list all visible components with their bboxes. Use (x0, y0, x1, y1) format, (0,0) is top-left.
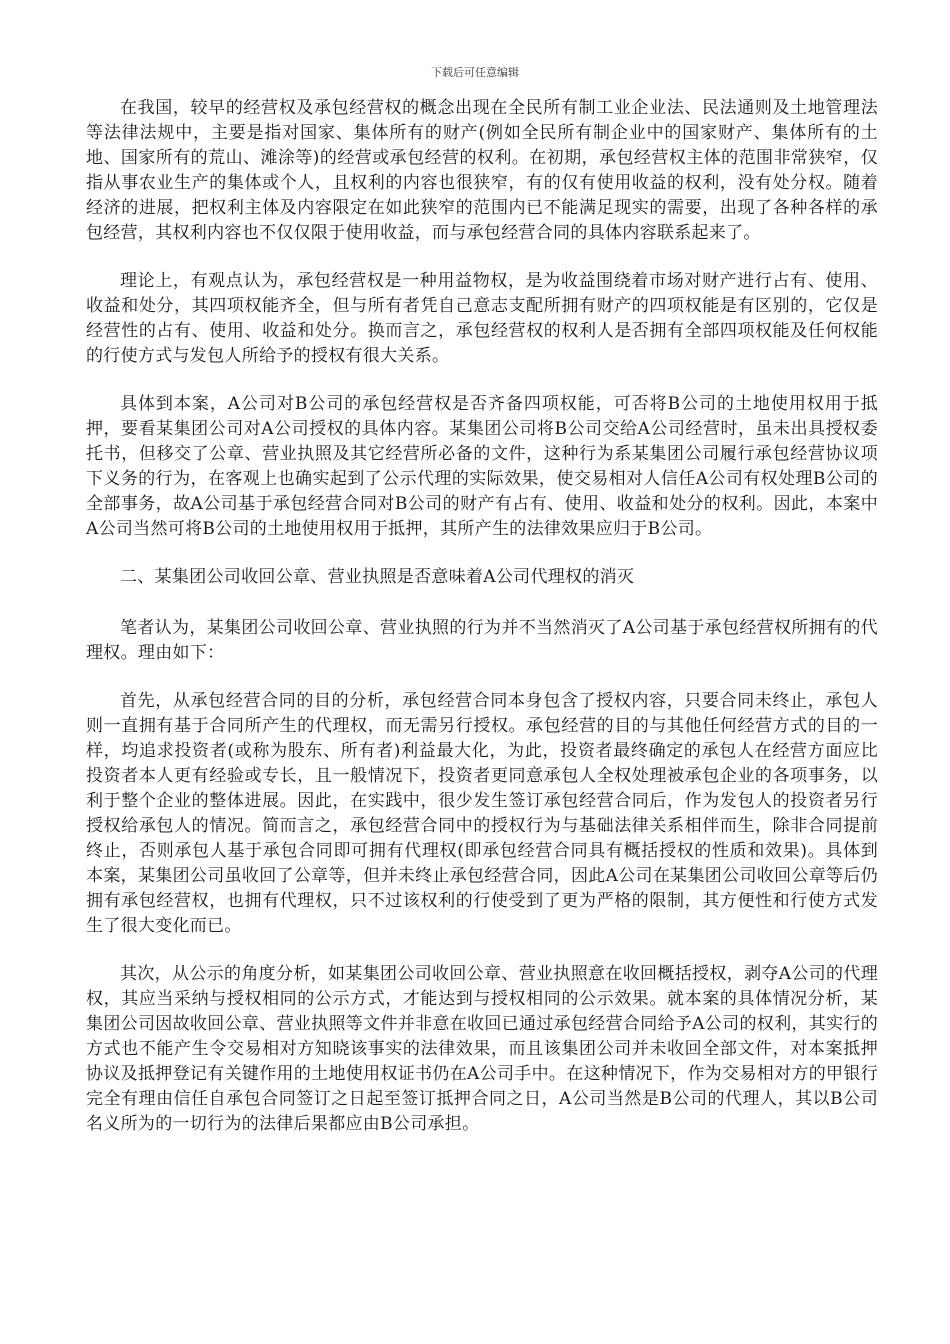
paragraph-case-application: 具体到本案，A公司对B公司的承包经营权是否齐备四项权能，可否将B公司的土地使用权用于抵押，要看某集团公司对A公司授权的具体内容。某集团公司将B公司交给A公司经营时，虽未出具授权委托书，但移交了公章、营业执照及其它经营所必备的文件，这种行为系某集团公司履行承包经营协议项下义务的行为，在客观上也确实起到了公示代理的实际效果，使交易相对人信任A公司有权处理B公司的全部事务，故A公司基于承包经营合同对B公司的财产有占有、使用、收益和处分的权利。因此，本案中A公司当然可将B公司的土地使用权用于抵押，其所产生的法律效果应归于B公司。 (86, 394, 878, 539)
paragraph-concept-history: 在我国，较早的经营权及承包经营权的概念出现在全民所有制工业企业法、民法通则及土地管理法等法律法规中，主要是指对国家、集体所有的财产(例如全民所有制企业中的国家财产、集体所有的土地、国家所有的荒山、滩涂等)的经营或承包经营的权利。在初期，承包经营权主体的范围非常狭窄，仅指从事农业生产的集体或个人，且权利的内容也很狭窄，有的仅有使用收益的权利，没有处分权。随着经济的进展，把权利主体及内容限定在如此狭窄的范围内已不能满足现实的需要，出现了各种各样的承包经营，其权利内容也不仅仅限于使用收益，而与承包经营合同的具体内容联系起来了。 (86, 98, 878, 243)
paragraph-theory: 理论上，有观点认为，承包经营权是一种用益物权，是为收益围绕着市场对财产进行占有、使用、收益和处分，其四项权能齐全，但与所有者凭自己意志支配所拥有财产的四项权能是有区别的，它仅是经营性的占有、使用、收益和处分。换而言之，承包经营权的权利人是否拥有全部四项权能及任何权能的行使方式与发包人所给予的授权有很大关系。 (86, 271, 878, 366)
section-heading-two: 二、某集团公司收回公章、营业执照是否意味着A公司代理权的消灭 (120, 567, 635, 587)
paragraph-second-reason: 其次，从公示的角度分析，如某集团公司收回公章、营业执照意在收回概括授权，剥夺A公司的代理权，其应当采纳与授权相同的公示方式，才能达到与授权相同的公示效果。就本案的具体情况分析，某集团公司因故收回公章、营业执照等文件并非意在收回已通过承包经营合同给予A公司的权利，其实行的方式也不能产生令交易相对方知晓该事实的法律效果，而且该集团公司并未收回全部文件，对本案抵押协议及抵押登记有关键作用的土地使用权证书仍在A公司手中。在这种情况下，作为交易相对方的甲银行完全有理由信任自承包合同签订之日起至签订抵押合同之日，A公司当然是B公司的代理人，其以B公司名义所为的一切行为的法律后果都应由B公司承担。 (86, 964, 878, 1134)
document-body (86, 96, 878, 1160)
page-header-note: 下载后可任意编辑 (431, 66, 519, 79)
paragraph-first-reason: 首先，从承包经营合同的目的分析，承包经营合同本身包含了授权内容，只要合同未终止，承包人则一直拥有基于合同所产生的代理权，而无需另行授权。承包经营的目的与其他任何经营方式的目的一样，均追求投资者(或称为股东、所有者)利益最大化，为此，投资者最终确定的承包人在经营方面应比投资者本人更有经验或专长，且一般情况下，投资者更同意承包人全权处理被承包企业的各项事务，以利于整个企业的整体进展。因此，在实践中，很少发生签订承包经营合同后，作为发包人的投资者另行授权给承包人的情况。简而言之，承包经营合同中的授权行为与基础法律关系相伴而生，除非合同提前终止，否则承包人基于承包合同即可拥有代理权(即承包经营合同具有概括授权的性质和效果)。具体到本案，某集团公司虽收回了公章等，但并未终止承包经营合同，因此A公司在某集团公司收回公章等后仍拥有承包经营权，也拥有代理权，只不过该权利的行使受到了更为严格的限制，其方便性和行使方式发生了很大变化而已。 (86, 691, 878, 936)
paragraph-author-view: 笔者认为，某集团公司收回公章、营业执照的行为并不当然消灭了A公司基于承包经营权所拥有的代理权。理由如下： (86, 618, 878, 663)
